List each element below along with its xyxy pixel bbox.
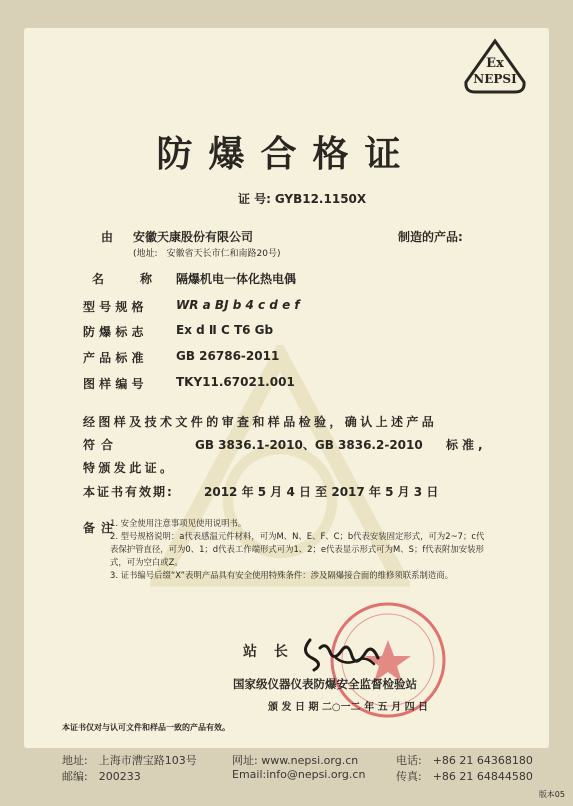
- field-value-name: 隔爆机电一体化热电偶: [176, 272, 297, 286]
- note-line: 1. 安全使用注意事项见使用说明书。: [110, 518, 247, 528]
- field-label-standard: 产 品 标 准: [83, 351, 144, 365]
- statement-conform-label: 符合: [83, 438, 120, 452]
- cert-no-value: GYB12.1150X: [274, 192, 367, 206]
- note-line: 表保护管直径，可为0、1；d代表工作端形式可为1、2；e代表显示形式可为M、S；f代表附加安装形: [110, 544, 484, 554]
- footer-website: 网址: www.nepsi.org.cn: [232, 754, 359, 767]
- note-line: 2. 型号规格说明：a代表感温元件材料，可为M、N、E、F、C；b代表安装固定形式，可为2~7；c代: [110, 531, 485, 541]
- footer-address: 地址: 上海市漕宝路103号: [62, 754, 197, 767]
- statement-line-3: 特颁发此证。: [83, 461, 176, 475]
- issue-date: 颁 发 日 期 二○一二 年 五 月 四 日: [268, 702, 429, 713]
- note-line: 式，可为空白或Z。: [110, 557, 183, 567]
- logo-top-text: Ex: [486, 56, 504, 71]
- statement-line-1: 经图样及技术文件的审查和样品检验，确认上述产品: [83, 415, 438, 429]
- field-value-model: WR a BJ b 4 c d e f: [176, 298, 300, 312]
- manufacturer-label: 由: [101, 230, 114, 244]
- cert-no-label: 证 号:: [238, 192, 271, 206]
- notes-list: [110, 517, 515, 582]
- footer-fax: 传真: +86 21 64844580: [396, 770, 533, 783]
- field-label-ex-marking: 防 爆 标 志: [83, 325, 144, 339]
- validity-label: 本证书有效期:: [83, 485, 174, 499]
- validity-notice: 本证书仅对与认可文件和样品一致的产品有效。: [62, 723, 230, 732]
- manufacturer-address: (地址: 安徽省天长市仁和南路20号): [133, 249, 281, 259]
- footer-phone: 电话: +86 21 64368180: [396, 754, 533, 767]
- field-label-model: 型 号 规 格: [83, 300, 144, 314]
- station-name: 国家级仪器仪表防爆安全监督检验站: [233, 677, 417, 691]
- footer-email: Email:info@nepsi.org.cn: [232, 768, 366, 781]
- station-head-label: 站 长: [243, 644, 294, 660]
- page-title: 防爆合格证: [156, 133, 417, 175]
- field-value-drawing: TKY11.67021.001: [176, 375, 295, 389]
- validity-value: 2012 年 5 月 4 日 至 2017 年 5 月 3 日: [204, 485, 439, 499]
- nepsi-logo-icon: [462, 38, 528, 96]
- field-value-standard: GB 26786-2011: [176, 349, 280, 363]
- statement-standards: GB 3836.1-2010、GB 3836.2-2010: [195, 438, 423, 452]
- statement-standard-suffix: 标准,: [446, 438, 487, 452]
- edition-label: 版本05: [538, 790, 565, 799]
- logo-bottom-text: NEPSI: [473, 72, 517, 86]
- footer-postcode: 邮编: 200233: [62, 770, 141, 783]
- note-line: 3. 证书编号后缀“X”表明产品具有安全使用特殊条件：涉及隔爆接合面的维修须联系制造商。: [110, 570, 453, 580]
- field-value-ex-marking: Ex d Ⅱ C T6 Gb: [176, 323, 274, 337]
- notes-label: 备注: [83, 521, 120, 535]
- manufacturer-name: 安徽天康股份有限公司: [133, 230, 254, 244]
- certificate-number: [238, 190, 366, 207]
- handwritten-signature: [296, 628, 386, 676]
- field-label-drawing: 图 样 编 号: [83, 377, 144, 391]
- field-label-name: 名 称: [92, 272, 153, 286]
- product-label: 制造的产品:: [398, 230, 463, 244]
